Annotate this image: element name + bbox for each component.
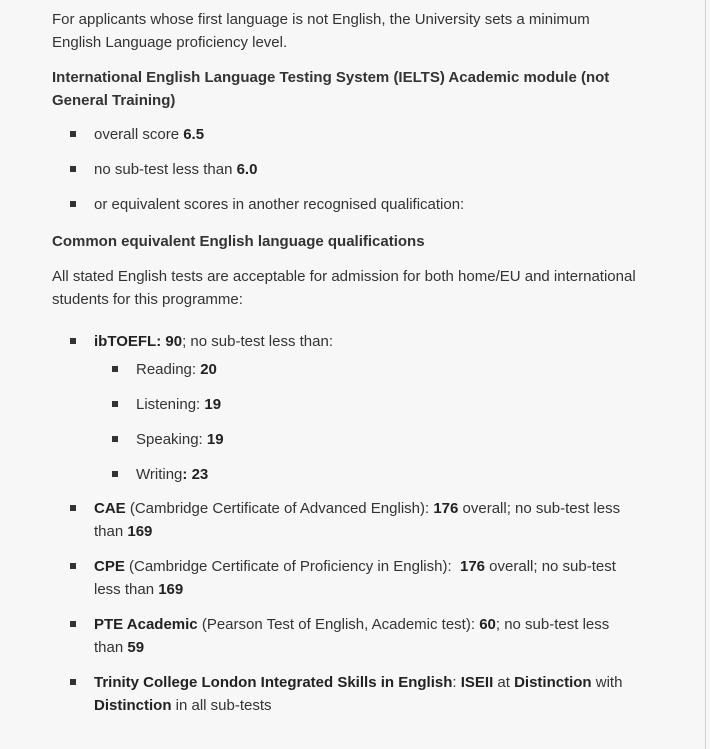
cpe-desc: (Cambridge Certificate of Proficiency in English): <box>124 558 460 575</box>
subtest-label: Writing <box>136 466 183 483</box>
trinity-level: ISEII <box>460 674 494 691</box>
cae-min: 169 <box>127 523 153 540</box>
equivalent-text: or equivalent scores in another recognised qualification: <box>94 196 465 213</box>
trinity-grade2: Distinction <box>94 697 172 714</box>
cpe-overall: 176 <box>459 558 486 575</box>
subtest-value: 19 <box>204 396 222 413</box>
list-item-toefl <box>94 330 642 486</box>
list-item <box>94 193 642 216</box>
overall-score-value: 6.5 <box>183 126 205 143</box>
list-item-cpe <box>94 555 642 601</box>
subtest-value: 20 <box>200 361 217 378</box>
toefl-name: ibTOEFL: 90 <box>94 333 183 350</box>
pte-desc: (Pearson Test of English, Academic test): <box>197 616 480 633</box>
subtest-label: Speaking: <box>136 431 207 448</box>
pte-overall-text: ; no sub-test less than <box>94 616 610 656</box>
intro-paragraph: For applicants whose first language is not English, the University sets a minimum English Language proficiency level. <box>52 11 590 51</box>
trinity-grade: Distinction <box>514 674 592 691</box>
ielts-heading: International English Language Testing System (IELTS) Academic module (not General Training) <box>52 69 610 109</box>
trinity-at: at <box>493 674 515 691</box>
list-item <box>136 358 642 381</box>
trinity-with: with <box>591 674 623 691</box>
list-item <box>136 463 642 486</box>
subtest-value: 6.0 <box>236 161 258 178</box>
equivalents-heading: Common equivalent English language qualifications <box>52 233 425 250</box>
cae-overall-text: overall; no sub-test less than <box>94 500 621 540</box>
list-item <box>136 393 642 416</box>
cae-desc: (Cambridge Certificate of Advanced English): <box>125 500 434 517</box>
cae-name: CAE <box>94 500 126 517</box>
equivalents-list <box>52 330 642 717</box>
ielts-requirements-list <box>52 123 642 216</box>
pte-name: PTE Academic <box>94 616 198 633</box>
cpe-name: CPE <box>94 558 125 575</box>
subtest-label: Listening: <box>136 396 205 413</box>
list-item-pte <box>94 613 642 659</box>
cae-overall: 176 <box>433 500 459 517</box>
toefl-rest: ; no sub-test less than: <box>182 333 333 350</box>
equivalents-note: All stated English tests are acceptable for admission for both home/EU and international students for this programme: <box>52 268 636 308</box>
cpe-overall-text: overall; no sub-test less than <box>94 558 616 598</box>
overall-score-label: overall score <box>94 126 184 143</box>
subtest-label: no sub-test less than <box>94 161 237 178</box>
subtest-value: : 23 <box>182 466 209 483</box>
list-item-cae <box>94 497 642 543</box>
pte-overall: 60 <box>479 616 496 633</box>
trinity-name: Trinity College London Integrated Skills in English <box>94 674 453 691</box>
toefl-subtests-list <box>94 358 642 486</box>
trinity-tail: in all sub-tests <box>171 697 272 714</box>
english-requirements-section <box>52 8 642 729</box>
list-item <box>94 158 642 181</box>
list-item <box>94 123 642 146</box>
list-item-trinity <box>94 671 642 717</box>
subtest-value: 19 <box>206 431 224 448</box>
cpe-min: 169 <box>158 581 184 598</box>
list-item <box>136 428 642 451</box>
subtest-label: Reading: <box>136 361 201 378</box>
pte-min: 59 <box>127 639 145 656</box>
trinity-colon: : <box>452 674 461 691</box>
